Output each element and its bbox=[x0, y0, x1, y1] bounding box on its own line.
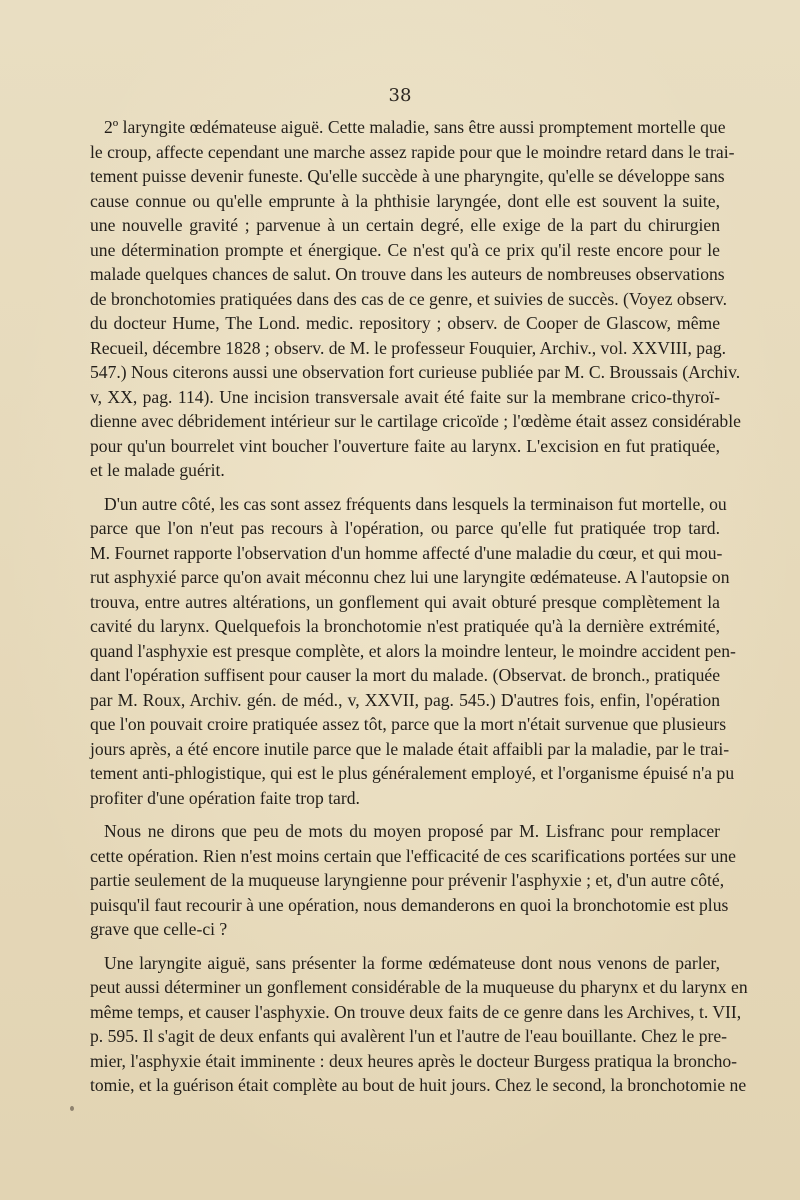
text-line: rut asphyxié parce qu'on avait méconnu chez lui une laryngite œdémateuse. A l'autopsie on bbox=[90, 567, 730, 587]
text-line: peut aussi déterminer un gonflement considérable de la muqueuse du pharynx et du larynx en bbox=[90, 977, 748, 997]
text-line: et le malade guérit. bbox=[90, 460, 225, 480]
paragraph bbox=[90, 115, 741, 483]
page-number: 38 bbox=[388, 85, 412, 106]
body-text bbox=[90, 115, 748, 1107]
text-line: même temps, et causer l'asphyxie. On trouve deux faits de ce genre dans les Archives, t. VII, bbox=[90, 1001, 742, 1022]
text-line: 2º laryngite œdémateuse aiguë. Cette maladie, sans être aussi promptement mortelle que bbox=[104, 117, 726, 137]
text-line: quand l'asphyxie est presque complète, et alors la moindre lenteur, le moindre accident pen- bbox=[90, 640, 736, 661]
text-line: malade quelques chances de salut. On trouve dans les auteurs de nombreuses observations bbox=[90, 264, 725, 284]
paper-speck bbox=[70, 1106, 74, 1111]
text-line: dienne avec débridement intérieur sur le cartilage cricoïde ; l'œdème était assez considérable bbox=[90, 411, 741, 431]
paragraph bbox=[90, 819, 736, 942]
text-line: pour qu'un bourrelet vint boucher l'ouverture faite au larynx. L'excision en fut pratiquée, bbox=[90, 435, 720, 456]
text-line: jours après, a été encore inutile parce que le malade était affaibli par la maladie, par le trai- bbox=[90, 738, 730, 759]
text-line: du docteur Hume, The Lond. medic. repository ; observ. de Cooper de Glascow, même bbox=[90, 313, 720, 333]
text-line: une nouvelle gravité ; parvenue à un certain degré, elle exige de la part du chirurgien bbox=[90, 215, 720, 235]
text-line: une détermination prompte et énergique. Ce n'est qu'à ce prix qu'il reste encore pour le bbox=[90, 239, 720, 260]
text-line: grave que celle-ci ? bbox=[90, 919, 228, 939]
text-line: cause connue ou qu'elle emprunte à la phthisie laryngée, dont elle est souvent la suite, bbox=[90, 190, 720, 211]
paragraph bbox=[90, 492, 736, 811]
text-line: cette opération. Rien n'est moins certain que l'efficacité de ces scarifications portées sur une bbox=[90, 845, 736, 866]
text-line: tement puisse devenir funeste. Qu'elle succède à une pharyngite, qu'elle se développe sans bbox=[90, 166, 725, 186]
text-line: par M. Roux, Archiv. gén. de méd., v, XXVII, pag. 545.) D'autres fois, enfin, l'opération bbox=[90, 689, 720, 710]
text-line: tomie, et la guérison était complète au bout de huit jours. Chez le second, la bronchotomie ne bbox=[90, 1075, 747, 1095]
text-line: Une laryngite aiguë, sans présenter la forme œdémateuse dont nous venons de parler, bbox=[104, 952, 720, 973]
text-line: trouva, entre autres altérations, un gonflement qui avait obturé presque complètement la bbox=[90, 591, 720, 612]
paragraph bbox=[90, 951, 748, 1098]
text-line: 547.) Nous citerons aussi une observation fort curieuse publiée par M. C. Broussais (Archiv. bbox=[90, 362, 741, 382]
text-line: M. Fournet rapporte l'observation d'un homme affecté d'une maladie du cœur, et qui mou- bbox=[90, 542, 723, 563]
text-line: puisqu'il faut recourir à une opération, nous demanderons en quoi la bronchotomie est plus bbox=[90, 894, 729, 915]
text-line: cavité du larynx. Quelquefois la bronchotomie n'est pratiquée qu'à la dernière extrémité, bbox=[90, 616, 720, 636]
text-line: partie seulement de la muqueuse laryngienne pour prévenir l'asphyxie ; et, d'un autre côté, bbox=[90, 870, 725, 890]
text-line: que l'on pouvait croire pratiquée assez tôt, parce que la mort n'était survenue que plusieurs bbox=[90, 714, 727, 734]
text-line: profiter d'une opération faite trop tard. bbox=[90, 787, 360, 808]
text-line: mier, l'asphyxie était imminente : deux heures après le docteur Burgess pratiqua la broncho- bbox=[90, 1050, 738, 1071]
text-line: le croup, affecte cependant une marche assez rapide pour que le moindre retard dans le trai- bbox=[90, 141, 735, 162]
text-line: v, XX, pag. 114). Une incision transversale avait été faite sur la membrane crico-thyroï- bbox=[90, 386, 720, 407]
text-line: Recueil, décembre 1828 ; observ. de M. le professeur Fouquier, Archiv., vol. XXVIII, pag. bbox=[90, 337, 727, 358]
text-line: p. 595. Il s'agit de deux enfants qui avalèrent l'un et l'autre de l'eau bouillante. Chez le pre- bbox=[90, 1026, 728, 1046]
text-line: Nous ne dirons que peu de mots du moyen proposé par M. Lisfranc pour remplacer bbox=[104, 821, 720, 841]
text-line: dant l'opération suffisent pour causer la mort du malade. (Observat. de bronch., pratiquée bbox=[90, 665, 720, 685]
text-line: parce que l'on n'eut pas recours à l'opération, ou parce qu'elle fut pratiquée trop tard. bbox=[90, 518, 720, 538]
text-line: D'un autre côté, les cas sont assez fréquents dans lesquels la terminaison fut mortelle, ou bbox=[104, 493, 727, 514]
text-line: tement anti-phlogistique, qui est le plus généralement employé, et l'organisme épuisé n'a pu bbox=[90, 763, 735, 783]
text-line: de bronchotomies pratiquées dans des cas de ce genre, et suivies de succès. (Voyez observ. bbox=[90, 288, 728, 309]
